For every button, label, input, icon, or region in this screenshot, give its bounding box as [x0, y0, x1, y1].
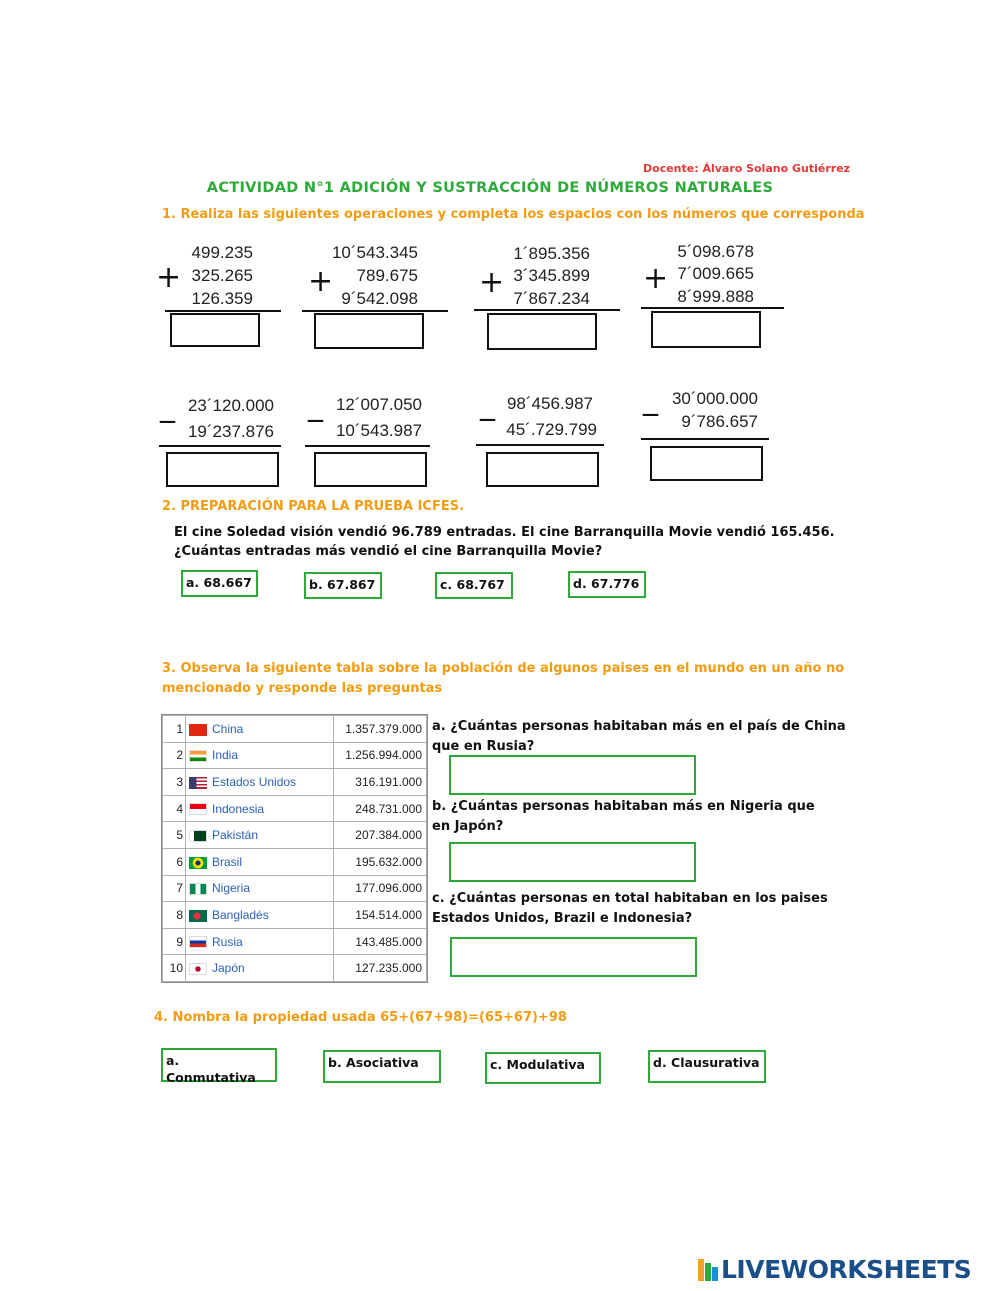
sum-rule: [165, 310, 281, 312]
difference-rule: [305, 445, 430, 447]
country-cell: [186, 742, 334, 769]
rank-cell: 4: [163, 795, 186, 822]
option-b[interactable]: b. Asociativa: [323, 1050, 441, 1083]
rank-cell: 2: [163, 742, 186, 769]
population-cell: 248.731.000: [334, 795, 427, 822]
table-row: [163, 795, 427, 822]
minus-sign: _: [480, 387, 495, 422]
option-c[interactable]: c. 68.767: [435, 572, 513, 599]
pakistan-flag-icon: [189, 830, 207, 842]
answer-b-box[interactable]: [449, 842, 696, 882]
population-cell: 1.256.994.000: [334, 742, 427, 769]
addend-3: 8´999.888: [677, 287, 754, 306]
subtrahend: 45´.729.799: [506, 420, 597, 439]
answer-box[interactable]: [486, 452, 599, 487]
difference-rule: [476, 444, 604, 446]
country-cell: [186, 716, 334, 743]
question-c-line1: c. ¿Cuántas personas en total habitaban en los paises: [432, 891, 828, 906]
country-name: Pakistán: [212, 828, 259, 843]
answer-c-box[interactable]: [450, 937, 697, 977]
population-cell: 207.384.000: [334, 822, 427, 849]
addend-1: 5´098.678: [677, 242, 754, 261]
table-row: [163, 769, 427, 796]
teacher-name: Docente: Álvaro Solano Gutiérrez: [643, 162, 851, 175]
china-flag-icon: [189, 724, 207, 736]
population-cell: 1.357.379.000: [334, 716, 427, 743]
section2-heading: 2. PREPARACIÓN PARA LA PRUEBA ICFES.: [162, 499, 465, 514]
country-name: Rusia: [212, 934, 243, 949]
addend-2: 7´009.665: [677, 264, 754, 283]
section4-heading: 4. Nombra la propiedad usada 65+(67+98)=(65+67)+98: [154, 1010, 567, 1025]
country-cell: [186, 875, 334, 902]
country-cell: [186, 769, 334, 796]
subtrahend: 19´237.876: [187, 422, 274, 441]
liveworksheets-logo: [698, 1255, 971, 1284]
plus-sign: +: [643, 261, 669, 296]
question-c-line2: Estados Unidos, Brazil e Indonesia?: [432, 911, 693, 926]
indonesia-flag-icon: [189, 803, 207, 815]
rank-cell: 3: [163, 769, 186, 796]
country-cell: [186, 902, 334, 929]
minuend: 98´456.987: [506, 394, 593, 413]
rank-cell: 6: [163, 848, 186, 875]
country-name: Brasil: [212, 854, 243, 869]
rank-cell: 1: [163, 716, 186, 743]
addend-1: 499.235: [191, 243, 253, 262]
subtrahend: 10´543.987: [335, 421, 422, 440]
population-table-container: [161, 714, 428, 983]
section1-heading: 1. Realiza las siguientes operaciones y completa los espacios con los números que corresponda: [162, 207, 865, 222]
difference-rule: [159, 445, 281, 447]
population-table: [162, 715, 427, 982]
answer-a-box[interactable]: [449, 755, 696, 795]
liveworksheets-mark-icon: [698, 1259, 718, 1281]
india-flag-icon: [189, 750, 207, 762]
bangladesh-flag-icon: [189, 910, 207, 922]
population-cell: 143.485.000: [334, 928, 427, 955]
addend-2: 789.675: [356, 266, 418, 285]
nigeria-flag-icon: [189, 883, 207, 895]
answer-box[interactable]: [314, 452, 427, 487]
addend-1: 1´895.356: [513, 244, 590, 263]
subtrahend: 9´786.657: [681, 412, 758, 431]
section3-heading-line2: mencionado y responde las preguntas: [162, 681, 443, 696]
section2-question-line1: El cine Soledad visión vendió 96.789 entradas. El cine Barranquilla Movie vendió 165.456.: [174, 525, 835, 540]
table-row: [163, 848, 427, 875]
table-row: [163, 902, 427, 929]
sum-rule: [474, 309, 620, 311]
answer-box[interactable]: [166, 452, 279, 487]
plus-sign: +: [156, 260, 182, 295]
section3-heading-line1: 3. Observa la siguiente tabla sobre la población de algunos paises en el mundo en un año no: [162, 661, 845, 676]
country-cell: [186, 795, 334, 822]
minus-sign: _: [160, 389, 175, 424]
answer-box[interactable]: [650, 446, 763, 481]
table-row: [163, 928, 427, 955]
population-cell: 195.632.000: [334, 848, 427, 875]
table-row: [163, 822, 427, 849]
country-cell: [186, 822, 334, 849]
answer-box[interactable]: [487, 313, 597, 350]
question-a-line2: que en Rusia?: [432, 739, 535, 754]
difference-rule: [641, 438, 769, 440]
answer-box[interactable]: [651, 311, 761, 348]
country-name: Japón: [212, 961, 245, 976]
minuend: 23´120.000: [187, 396, 274, 415]
country-name: Estados Unidos: [212, 774, 297, 789]
option-c[interactable]: c. Modulativa: [485, 1052, 601, 1084]
addend-2: 325.265: [191, 266, 253, 285]
option-a[interactable]: a. Conmutativa: [161, 1048, 277, 1082]
minuend: 12´007.050: [335, 395, 422, 414]
rank-cell: 9: [163, 928, 186, 955]
table-row: [163, 742, 427, 769]
country-name: Bangladés: [212, 907, 269, 922]
country-cell: [186, 928, 334, 955]
question-a-line1: a. ¿Cuántas personas habitaban más en el país de China: [432, 719, 846, 734]
rank-cell: 5: [163, 822, 186, 849]
option-d[interactable]: d. Clausurativa: [648, 1050, 766, 1083]
option-b[interactable]: b. 67.867: [304, 572, 382, 599]
addend-3: 7´867.234: [513, 289, 590, 308]
plus-sign: +: [308, 264, 334, 299]
addend-1: 10´543.345: [331, 243, 418, 262]
answer-box[interactable]: [170, 313, 260, 347]
brazil-flag-icon: [189, 857, 207, 869]
logo-text: LIVEWORKSHEETS: [721, 1255, 972, 1284]
option-a[interactable]: a. 68.667: [181, 570, 258, 597]
minus-sign: _: [308, 388, 323, 423]
section2-question-line2: ¿Cuántas entradas más vendió el cine Barranquilla Movie?: [174, 544, 603, 559]
population-cell: 127.235.000: [334, 955, 427, 982]
russia-flag-icon: [189, 936, 207, 948]
population-cell: 316.191.000: [334, 769, 427, 796]
question-b-line2: en Japón?: [432, 819, 504, 834]
rank-cell: 10: [163, 955, 186, 982]
country-name: Nigeria: [212, 881, 251, 896]
country-name: China: [212, 721, 244, 736]
country-name: Indonesia: [212, 801, 265, 816]
page-title: ACTIVIDAD N°1 ADICIÓN Y SUSTRACCIÓN DE NÚMEROS NATURALES: [206, 180, 774, 196]
question-b-line1: b. ¿Cuántas personas habitaban más en Nigeria que: [432, 799, 815, 814]
population-cell: 177.096.000: [334, 875, 427, 902]
plus-sign: +: [479, 265, 505, 300]
addend-2: 3´345.899: [513, 266, 590, 285]
addend-3: 126.359: [191, 289, 253, 308]
minuend: 30´000.000: [671, 389, 758, 408]
japan-flag-icon: [189, 963, 207, 975]
country-cell: [186, 848, 334, 875]
option-d[interactable]: d. 67.776: [568, 571, 646, 598]
usa-flag-icon: [189, 777, 207, 789]
sum-rule: [641, 307, 784, 309]
table-row: [163, 875, 427, 902]
table-row: [163, 716, 427, 743]
answer-box[interactable]: [314, 313, 424, 349]
rank-cell: 7: [163, 875, 186, 902]
minus-sign: _: [643, 382, 658, 417]
country-cell: [186, 955, 334, 982]
table-row: [163, 955, 427, 982]
country-name: India: [212, 748, 239, 763]
population-cell: 154.514.000: [334, 902, 427, 929]
sum-rule: [302, 310, 448, 312]
rank-cell: 8: [163, 902, 186, 929]
addend-3: 9´542.098: [341, 289, 418, 308]
